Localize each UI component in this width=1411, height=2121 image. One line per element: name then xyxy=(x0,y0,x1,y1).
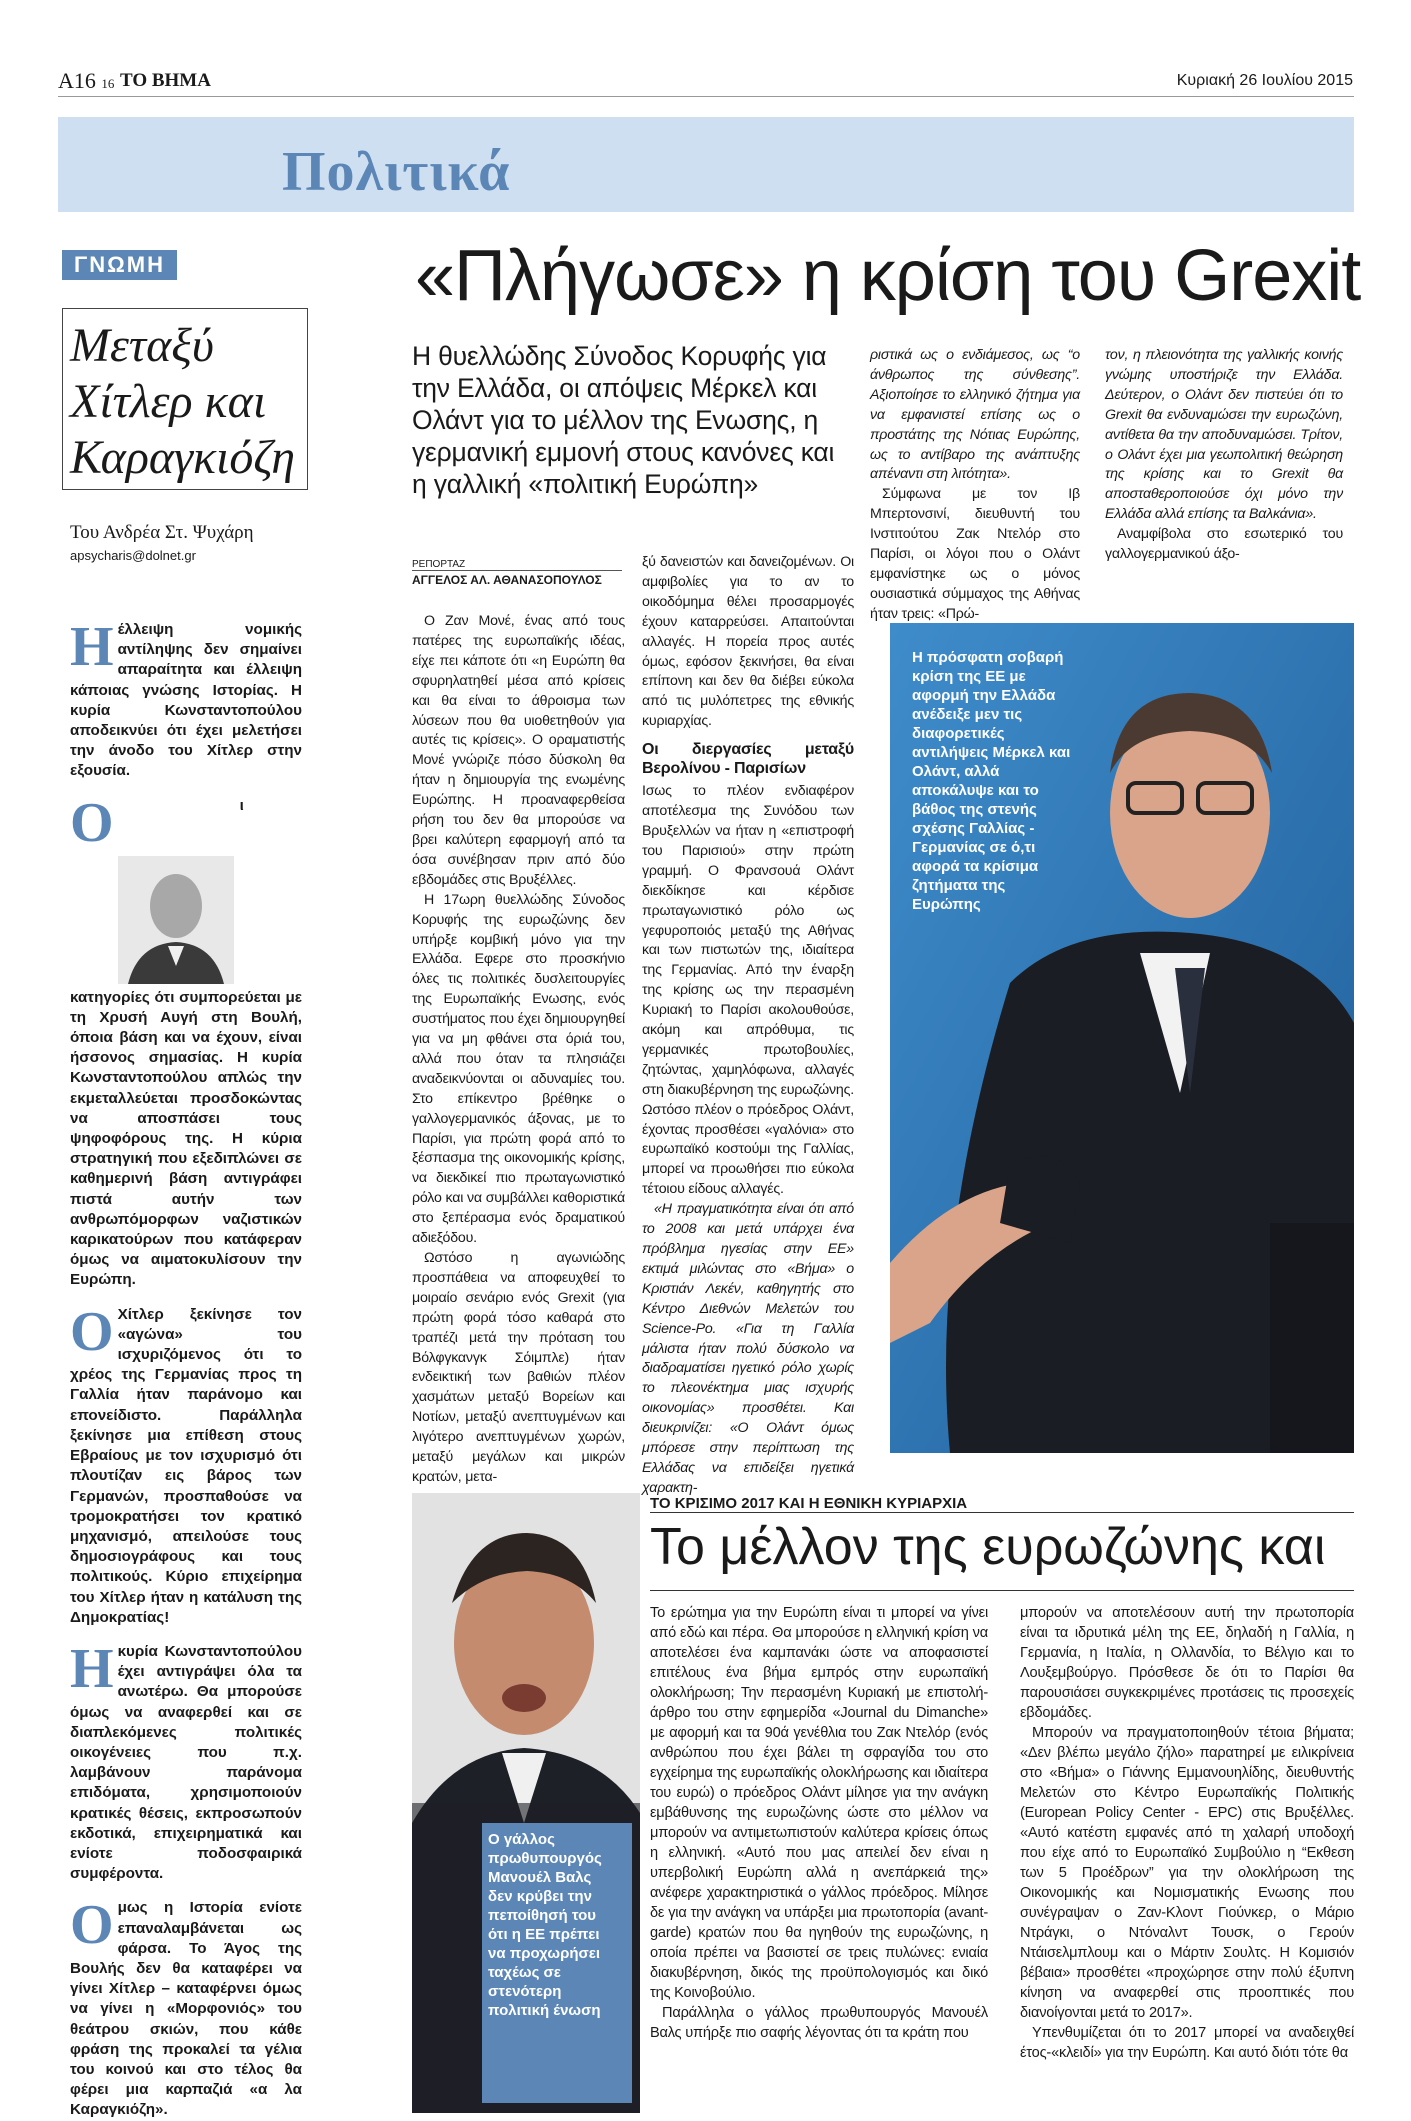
second-column-1: Το ερώτημα για την Ευρώπη είναι τι μπορεί να γίνει από εδώ και πέρα. Θα μπορούσε η ελληνική κρίση να αποτελέσει ένα καμπανάκι ώστε να αποφασιστεί επιτέλους ένα βήμα εμπρός στην ευρωπαϊκή ολοκλήρωση; Την περασμένη Κυριακή με επιστολή-άρθρο του στην εφημερίδα «Journal du Dimanche» με αφορμή και τα 90ά γενέθλια του Ζακ Ντελόρ (ενός ανθρώπου που έχει βάλει τη σφραγίδα του στο εγχείρημα της ευρωπαϊκής ολοκλήρωσης και ιδιαίτερα του ευρώ) ο πρόεδρος Ολάντ μίλησε για την ανάγκη εμβάθυνσης της ευρωζώνης ώστε στο μέλλον να μπορούν να αντιμετωπιστούν καλύτερα κρίσεις όπως η ελληνική. «Αυτό που μας απειλεί δεν είναι η υπερβολική Ευρώπη αλλά η ανεπάρκειά της» ανέφερε χαρακτηριστικά ο γάλλος πρόεδρος. Μίλησε δε για την ανάγκη να υπάρξει μια πρωτοπορία (avant-garde) κρατών που θα ηγηθούν της ευρωζώνης, η οποία πρέπει να βασιστεί σε τρεις πυλώνες: ενιαία διακυβέρνηση, δικός της προϋπολογισμός και δικό της Κοινοβούλιο. Παράλληλα ο γάλλος πρωθυπουργός Μανουέλ Βαλς υπήρξε πιο σαφής λέγοντας ότι τα κράτη που xyxy=(650,1605,988,2041)
article-subheading: Οι διεργασίες μεταξύ Βερολίνου - Παρισίων xyxy=(642,741,854,778)
article-column-1: Ο Ζαν Μονέ, ένας από τους πατέρες της ευρωπαϊκής ιδέας, είχε πει κάποτε ότι «η Ευρώπη θα σφυρηλατηθεί μέσα από κρίσεις και θα είναι το άθροισμα των λύσεων που θα υιοθετηθούν για αυτές τις κρίσεις». Ο οραματιστής Μονέ γνώριζε πόσο δύσκολη θα ήταν η δημιουργία της ενωμένης Ευρώπης. Η προαναφερθείσα ρήση του δεν θα μπορούσε να βρει καλύτερη εφαρμογή από τα όσα συνέβησαν πριν από δύο εβδομάδες στις Βρυξέλλες. Η 17ωρη θυελλώδης Σύνοδος Κορυφής της ευρωζώνης δεν υπήρξε κομβική μόνο για την Ελλάδα. Εφερε στο προσκήνιο όλες τις πολιτικές δυσλειτουργίες της Ευρωπαϊκής Ενωσης, ενός συστήματος που έχει δημιουργηθεί για να μη φθάνει στα όριά του, αλλά που όταν τα πλησιάζει αναδεικνύονται οι αδυναμίες του. Στο επίκεντρο βρέθηκε ο γαλλογερμανικός άξονας, με το Παρίσι, για πρώτη φορά από το ξέσπασμα της οικονομικής κρίσης, να διεκδικεί πιο πρωταγωνιστικό ρόλο και να συμβάλλει καθοριστικά στο ξεπέρασμα ενός δραματικού αδιεξόδου. Ωστόσο η αγωνιώδης προσπάθεια να αποφευχθεί το μοιραίο σενάριο ενός Grexit (για πρώτη φορά τόσο καθαρά στο τραπέζι μετά την πρόταση του Βόλφγκανγκ Σόιμπλε) ήταν ενδεικτική των βαθιών πλέον χασμάτων μεταξύ Βορείων και Νοτίων, μεταξύ ανεπτυγμένων και λιγότερο ανεπτυγμένων χωρών, μεταξύ μεγάλων και μικρών κρατών, μετα- xyxy=(412,613,625,1485)
second-kicker: ΤΟ ΚΡΙΣΙΜΟ 2017 ΚΑΙ Η ΕΘΝΙΚΗ ΚΥΡΙΑΡΧΙΑ xyxy=(650,1495,968,1512)
newspaper-name: ΤΟ ΒΗΜΑ xyxy=(120,70,211,91)
valls-photo xyxy=(412,1493,640,2113)
valls-photo-caption: Ο γάλλος πρωθυπουργός Μανουέλ Βαλς δεν κρύβει την πεποίθησή του ότι η ΕΕ πρέπει να προχωρήσει ταχέως σε στενότερη πολιτική ένωση xyxy=(488,1831,602,2019)
second-rule-top xyxy=(650,1512,1354,1513)
reporter-label: ΡΕΠΟΡΤΑΖ xyxy=(412,559,466,570)
author-photo xyxy=(118,856,234,984)
main-headline: «Πλήγωσε» η κρίση του Grexit xyxy=(415,236,1361,316)
main-photo-caption: Η πρόσφατη σοβαρή κρίση της ΕΕ με αφορμή την Ελλάδα ανέδειξε μεν τις διαφορετικές αντιλήψεις Μέρκελ και Ολάντ, αλλά αποκάλυψε και το βάθος της στενής σχέσης Γαλλίας - Γερμανίας σε ό,τι αφορά τα κρίσιμα ζητήματα της Ευρώπης xyxy=(912,649,1071,913)
opinion-email: apsycharis@dolnet.gr xyxy=(70,548,196,563)
second-column-2: μπορούν να αποτελέσουν αυτή την πρωτοπορία είναι τα ιδρυτικά μέλη της ΕΕ, δηλαδή η Γαλλία, η Γερμανία, η Ιταλία, η Ολλανδία, το Βέλγιο και το Λουξεμβούργο. Πρόσθεσε δε ότι το Παρίσι θα παρουσιάσει συγκεκριμένες προτάσεις τις προσεχείς εβδομάδες. Μπορούν να πραγματοποιηθούν τέτοια βήματα; «Δεν βλέπω μεγάλο ζήλο» παρατηρεί με ειλικρίνεια στο «Βήμα» ο Γιάννης Εμμανουηλίδης, διευθυντής Μελετών στο Κέντρο Ευρωπαϊκής Πολιτικής (European Policy Center - EPC) στις Βρυξέλλες. «Αυτό κατέστη εμφανές από τη χαλαρή υποδοχή που είχε από το Ευρωπαϊκό Συμβούλιο η “Εκθεση των 5 Προέδρων” για την ολοκλήρωση της Οικονομικής και Νομισματικής Ενωσης που συνέγραψαν ο Ζαν-Κλοντ Γιούνκερ, ο Μάριο Ντράγκι, ο Ντόναλντ Τουσκ, ο Γερούν Ντάισελμπλουμ και ο Μάρτιν Σουλτς. Η Κομισιόν βέβαια» προσθέτει «προχώρησε στην πολύ έξυπνη κίνηση να αναφερθεί στις προοπτικές που διανοίγονται μετά το 2017». Υπενθυμίζεται ότι το 2017 μπορεί να αναδειχθεί έτος-«κλειδί» για την Ευρώπη. Και αυτό διότι τότε θα xyxy=(1020,1605,1354,2061)
article-column-2: ξύ δανειστών και δανειζομένων. Οι αμφιβολίες για το αν το οικοδόμημα θέλει προσαρμογές έχουν καταρρεύσει. Απαιτούνται αλλαγές. Η πορεία προς αυτές όμως, εφόσον ξεκινήσει, θα είναι επίπονη και δεν θα διέβει εύκολα από τις μυλόπετρες της εθνικής κυριαρχίας. Οι διεργασίες μεταξύ Βερολίνου - Παρισίων Ισως το πλέον ενδιαφέρον αποτέλεσμα της Συνόδου των Βρυξελλών να ήταν η «επιστροφή του Παρισιού» στην πρώτη γραμμή. Ο Φρανσουά Ολάντ διεκδίκησε και κέρδισε πρωταγωνιστικό ρόλο ως γεφυροποιός μεταξύ της Αθήνας και των πιστωτών της, ιδιαίτερα της Γερμανίας. Από την έναρξη της κρίσης ως την περασμένη Κυριακή το Παρίσι ακολουθούσε, ακόμη και απρόθυμα, τις γερμανικές πρωτοβουλίες, ζητώντας, χαμηλόφωνα, αλλαγές στη διακυβέρνηση της ευρωζώνης. Ωστόσο πλέον ο πρόεδρος Ολάντ, έχοντας προσθέσει «γαλόνια» στο ευρωπαϊκό κοστούμι της Γαλλίας, μπορεί να προωθήσει πιο εύκολα τέτοιου είδους αλλαγές. «Η πραγματικότητα είναι ότι από το 2008 και μετά υπάρχει ένα πρόβλημα ηγεσίας στην ΕΕ» εκτιμά μιλώντας στο «Βήμα» ο Κριστιάν Λεκέν, καθηγητής στο Κέντρο Διεθνών Μελετών του Science-Po. «Για τη Γαλλία μάλιστα ήταν πολύ δύσκολο να διαδραματίσει ηγετικό ρόλο χωρίς το πλεονέκτημα μιας ισχυρής οικονομίας» προσθέτει. Και διευκρινίζει: «Ο Ολάντ όμως μπόρεσε στην περίπτωση της Ελλάδας να επιδείξει ηγετικά χαρακτη- xyxy=(642,554,854,1496)
reporter-rule xyxy=(412,570,622,571)
main-subhead: Η θυελλώδης Σύνοδος Κορυφής για την Ελλάδα, οι απόψεις Μέρκελ και Ολάντ για το μέλλον της Ενωσης, η γερμανική εμμονή στους κανόνες και η γαλλική «πολιτική Ευρώπη» xyxy=(412,341,835,499)
article-column-3: ριστικά ως ο ενδιάμεσος, ως “ο άνθρωπος της σύνθεσης”. Αξιοποίησε το ελληνικό ζήτημα για να εμφανιστεί επίσης ως ο προστάτης της Νότιας Ευρώπης, ως το αντίβαρο της ανάπτυξης απέναντι στη λιτότητα». Σύμφωνα με τον Ιβ Μπερτονσινί, διευθυντή του Ινστιτούτου Ζακ Ντελόρ στο Παρίσι, οι λόγοι που ο Ολάντ εμφανίστηκε ως ο μόνος ουσιαστικά σύμμαχος της Αθήνας ήταν τρεις: «Πρώ- xyxy=(870,347,1080,622)
issue-date: Κυριακή 26 Ιουλίου 2015 xyxy=(1176,72,1353,89)
opinion-author: Του Ανδρέα Στ. Ψυχάρη xyxy=(70,522,254,543)
reporter-name: ΑΓΓΕΛΟΣ ΑΛ. ΑΘΑΝΑΣΟΠΟΥΛΟΣ xyxy=(412,573,602,587)
section-title: Πολιτικά xyxy=(282,141,511,203)
opinion-tag: ΓΝΩΜΗ xyxy=(62,250,177,280)
second-rule-bottom xyxy=(650,1590,1354,1591)
section-band xyxy=(58,117,1354,212)
opinion-title: Μεταξύ Χίτλερ και Καραγκιόζη xyxy=(70,319,296,484)
opinion-body: Ηέλλειψη νομικής αντίληψης δεν σημαίνει απαραίτητα και έλλειψη κάποιας γνώσης Ιστορίας. Η κυρία Κωνσταντοπούλου αποδεικνύει ότι έχει μελετήσει την άνοδο του Χίτλερ στην εξουσία. Ο ι κατηγορίες ότι συμπορεύεται με τη Χρυσή Αυγή στη Βουλή, όποια βάση και να έχουν, είναι ήσσονος σημασίας. Η κυρία Κωνσταντοπούλου απλώς την εκμεταλλεύεται προσδοκώντας να αποσπάσει τους ψηφοφόρους της. Η κύρια στρατηγική που εξεδιπλώνει σε καθημερινή βάση αντιγράφει πιστά αυτήν των ανθρωπόμορφων ναζιστικών καρικατούρων που κατάφεραν όμως να αιματοκυλίσουν την Ευρώπη. Ο Χίτλερ ξεκίνησε τον «αγώνα» του ισχυριζόμενος ότι το χρέος της Γερμανίας προς τη Γαλλία ήταν παράνομο και επονείδιστο. Παράλληλα ξεκίνησε μια επίθεση στους Εβραίους με τον ισχυρισμό ότι πλουτίζαν εις βάρος των Γερμανών, προσπαθούσε να τρομοκρατήσει τον κρατικό μηχανισμό, απειλούσε τους δημοσιογράφους και τους πολιτικούς. Κύριο επιχείρημα του Χίτλερ ήταν η κατάλυση της Δημοκρατίας! Ηκυρία Κωνσταντοπούλου έχει αντιγράψει όλα τα ανωτέρω. Θα μπορούσε όμως να αναφερθεί και σε διαπλεκόμενες πολιτικές οικογένειες που π.χ. λαμβάνουν παράνομα επιδόματα, χρησιμοποιούν κρατικές θέσεις, εκπροσωπούν εκδοτικά, επιχειρηματικά και ενίοτε ποδοσφαιρικά συμφέροντα. Ομως η Ιστορία ενίοτε επαναλαμβάνεται ως φάρσα. Το Άγος της Βουλής δεν θα καταφέρει να γίνει Χίτλερ – καταφέρνει όμως να γίνει η «Μορφονιός» του θεάτρου σκιών, που κάθε φράση της προκαλεί τα γέλια του κοινού και στο τέλος θα φέρει μια καρπαζιά «α λα Καραγκιόζη». xyxy=(70,616,302,2119)
second-headline: Το μέλλον της ευρωζώνης και xyxy=(650,1518,1326,1576)
page-number: A16 16 xyxy=(58,68,115,93)
article-column-4: τον, η πλειονότητα της γαλλικής κοινής γνώμης υποστήριζε την Ελλάδα. Δεύτερον, ο Ολάντ δεν πιστεύει ότι το Grexit θα ενδυναμώσει την ευρωζώνη, αντίθετα θα την αποδυναμώσει. Τρίτον, ο Ολάντ έχει μια γεωπολιτική θεώρηση της κρίσης και το Grexit θα αποσταθεροποιούσε όχι μόνο την Ελλάδα αλλά επίσης τα Βαλκάνια». Αναμφίβολα στο εσωτερικό του γαλλογερμανικού άξο- xyxy=(1105,347,1343,563)
header-rule xyxy=(58,70,1354,97)
